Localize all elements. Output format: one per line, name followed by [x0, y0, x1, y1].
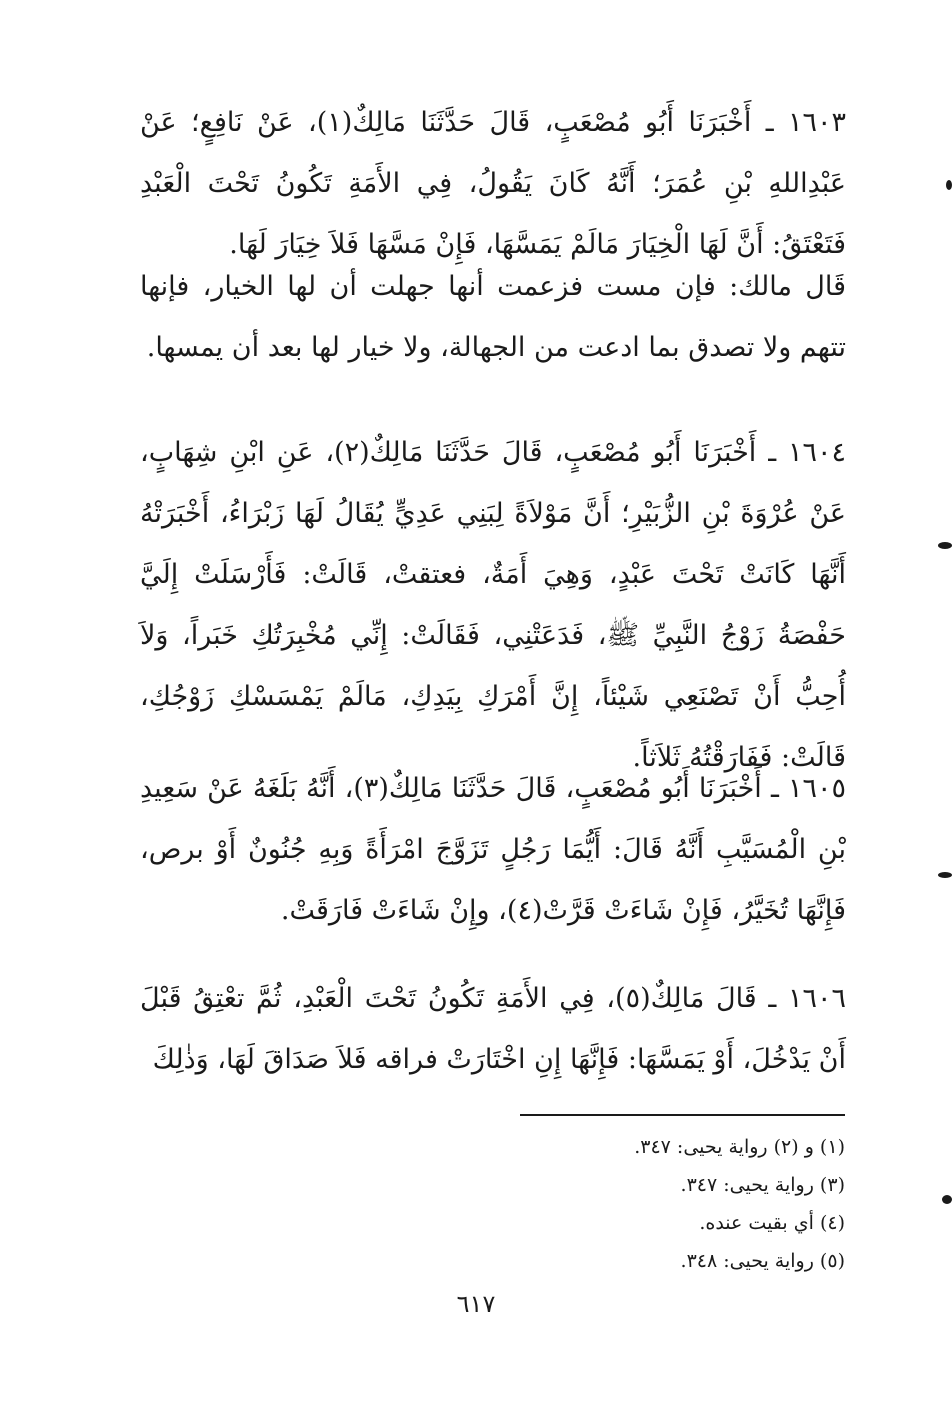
footnote: (٤) أي بقيت عنده.: [699, 1212, 845, 1234]
malik-commentary: [140, 256, 846, 378]
paragraph-text: ١٦٠٤ ـ أَخْبَرَنَا أَبُو مُصْعَبٍ، قَالَ حَدَّثَنَا مَالِكٌ(٢)، عَنِ ابْنِ شِهَابٍ، عَنْ عُرْوَةَ بْنِ الزُّبَيْرِ؛ أَنَّ مَوْلاَةً لِبَنِي عَدِيٍّ يُقَالُ لَهَا زَبْرَاءُ، أَخْبَرَتْهُ أَنَّهَا كَانَتْ تَحْتَ عَبْدٍ، وَهِيَ أَمَةٌ، فعتقتْ، قَالَتْ: فَأَرْسَلَتْ إِلَيَّ حَفْصَةُ زَوْجُ النَّبِيِّ ﷺ، فَدَعَتْنِي، فَقَالَتْ: إِنِّي مُخْبِرَتُكِ خَبَراً، وَلاَ أُحِبُّ أَنْ تَصْنَعِي شَيْئاً، إِنَّ أَمْرَكِ بِيَدِكِ، مَالَمْ يَمْسَسْكِ زَوْجُكِ، قَالَتْ: فَفَارَقْتُهُ ثَلاَثاً.: [140, 437, 847, 773]
hadith-1606: [140, 968, 846, 1090]
paragraph-text: ١٦٠٥ ـ أَخْبَرَنَا أَبُو مُصْعَبٍ، قَالَ حَدَّثَنَا مَالِكٌ(٣)، أَنَّهُ بَلَغَهُ عَنْ سَعِيدِ بْنِ الْمُسَيَّبِ أَنَّهُ قَالَ: أَيُّمَا رَجُلٍ تَزَوَّجَ امْرَأَةً وَبِهِ جُنُونٌ أَوْ برص، فَإِنَّهَا تُخَيَّرُ، فَإِنْ شَاءَتْ قَرَّتْ(٤)، وإِنْ شَاءَتْ فَارَقَتْ.: [140, 773, 847, 926]
footnote: (٣) رواية يحيى: ٣٤٧.: [680, 1174, 845, 1196]
footnote: (٥) رواية يحيى: ٣٤٨.: [680, 1250, 845, 1272]
scan-mark: [938, 872, 952, 878]
hadith-1604: [140, 422, 846, 788]
footnote: (١) و (٢) رواية يحيى: ٣٤٧.: [634, 1136, 845, 1158]
paragraph-text: قَال مالك: فإن مست فزعمت أنها جهلت أن لها الخيار، فإنها تتهم ولا تصدق بما ادعت من الجهالة، ولا خيار لها بعد أن يمسها.: [140, 271, 846, 363]
page-number: ٦١٧: [456, 1290, 496, 1318]
paragraph-text: ١٦٠٦ ـ قَالَ مَالِكٌ(٥)، فِي الأَمَةِ تَكُونُ تَحْتَ الْعَبْدِ، ثُمَّ تعْتِقُ قَبْلَ أَنْ يَدْخُلَ، أَوْ يَمَسَّهَا: فَإِنَّهَا إِنِ اخْتَارَتْ فراقه فَلاَ صَدَاقَ لَهَا، وَذٰلِكَ: [140, 983, 846, 1075]
scan-mark: [938, 542, 952, 549]
scan-mark: [946, 180, 952, 190]
footnotes: [430, 1128, 845, 1280]
hadith-1605: [140, 758, 846, 941]
scan-mark: [942, 1195, 952, 1204]
footnote-separator: [520, 1114, 845, 1116]
paragraph-text: ١٦٠٣ ـ أَخْبَرَنَا أَبُو مُصْعَبٍ، قَالَ حَدَّثَنَا مَالِكٌ(١)، عَنْ نَافِعٍ؛ عَنْ عَبْدِاللهِ بْنِ عُمَرَ؛ أَنَّهُ كَانَ يَقُولُ، فِي الأَمَةِ تَكُونُ تَحْتَ الْعَبْدِ فَتَعْتَقُ: أَنَّ لَهَا الْخِيَارَ مَالَمْ يَمَسَّهَا، فَإِنْ مَسَّهَا فَلاَ خِيَارَ لَهَا.: [140, 107, 846, 260]
hadith-1603: [140, 92, 846, 275]
